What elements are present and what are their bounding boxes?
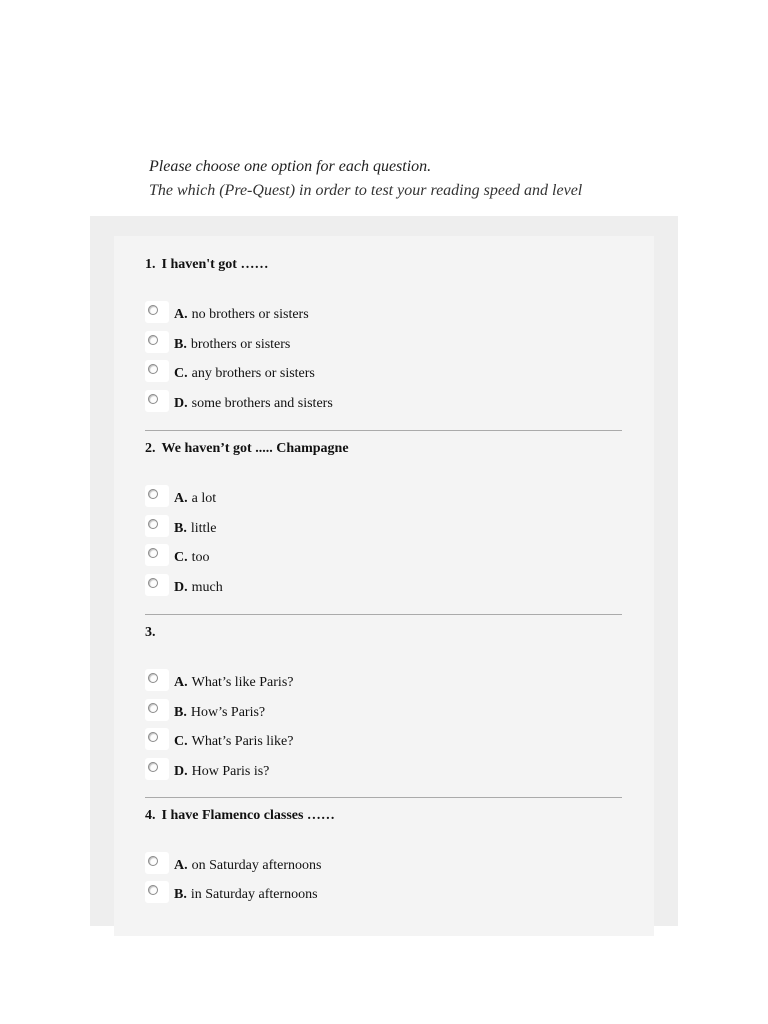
option-label: no brothers or sisters (191, 307, 309, 322)
question-divider (145, 430, 622, 431)
option-2b[interactable] (145, 515, 605, 537)
option-label: What’s Paris like? (191, 734, 294, 749)
quiz-form (114, 236, 654, 936)
radio-button[interactable] (145, 852, 169, 874)
option-letter: C. (174, 550, 188, 565)
radio-button[interactable] (145, 669, 169, 691)
question-number: 1. (145, 257, 156, 272)
option-label: How’s Paris? (190, 705, 266, 720)
option-letter: B. (174, 887, 187, 902)
option-2d[interactable] (145, 574, 605, 596)
option-2c[interactable] (145, 544, 605, 566)
question-1 (145, 256, 622, 411)
question-divider (145, 797, 622, 798)
option-label: a lot (191, 491, 217, 506)
option-2a[interactable] (145, 485, 605, 507)
radio-button[interactable] (145, 728, 169, 750)
radio-button[interactable] (145, 485, 169, 507)
question-title (145, 807, 622, 825)
instruction-text: Please choose one option for each question. (149, 158, 432, 175)
question-2 (145, 440, 622, 595)
radio-button[interactable] (145, 331, 169, 353)
option-1b[interactable] (145, 331, 605, 353)
radio-button[interactable] (145, 881, 169, 903)
option-1d[interactable] (145, 390, 605, 412)
option-label: in Saturday afternoons (190, 887, 318, 902)
radio-button[interactable] (145, 390, 169, 412)
option-1c[interactable] (145, 360, 605, 382)
option-letter: B. (174, 337, 187, 352)
option-label: on Saturday afternoons (191, 858, 322, 873)
radio-button[interactable] (145, 544, 169, 566)
option-label: little (190, 521, 217, 536)
question-title (145, 624, 622, 642)
option-4b[interactable] (145, 881, 605, 903)
option-letter: B. (174, 705, 187, 720)
option-4a[interactable] (145, 852, 605, 874)
option-label: brothers or sisters (190, 337, 291, 352)
radio-button[interactable] (145, 758, 169, 780)
option-label: much (191, 580, 223, 595)
question-number: 3. (145, 625, 156, 640)
option-letter: B. (174, 521, 187, 536)
question-4 (145, 807, 622, 902)
option-letter: C. (174, 734, 188, 749)
question-number: 4. (145, 808, 156, 823)
option-letter: D. (174, 396, 188, 411)
option-3a[interactable] (145, 669, 605, 691)
instruction-text-cut: The which (Pre-Quest) in order to test your reading speed and level (149, 182, 583, 199)
option-letter: A. (174, 858, 188, 873)
question-title (145, 440, 622, 458)
option-letter: A. (174, 675, 188, 690)
option-label: too (191, 550, 210, 565)
radio-button[interactable] (145, 699, 169, 721)
question-text: I haven't got …… (161, 257, 269, 272)
question-text: We haven’t got ..... Champagne (161, 441, 349, 456)
question-3 (145, 624, 622, 779)
option-letter: D. (174, 580, 188, 595)
question-text: I have Flamenco classes …… (161, 808, 335, 823)
option-letter: D. (174, 764, 188, 779)
option-letter: A. (174, 491, 188, 506)
option-label: any brothers or sisters (191, 366, 315, 381)
option-letter: C. (174, 366, 188, 381)
instruction-block (149, 155, 629, 199)
option-label: What’s like Paris? (191, 675, 294, 690)
option-letter: A. (174, 307, 188, 322)
question-title (145, 256, 622, 274)
radio-button[interactable] (145, 360, 169, 382)
quiz-panel (90, 216, 678, 926)
question-number: 2. (145, 441, 156, 456)
option-label: How Paris is? (191, 764, 270, 779)
option-1a[interactable] (145, 301, 605, 323)
option-3d[interactable] (145, 758, 605, 780)
radio-button[interactable] (145, 574, 169, 596)
radio-button[interactable] (145, 301, 169, 323)
question-divider (145, 614, 622, 615)
option-label: some brothers and sisters (191, 396, 333, 411)
option-3c[interactable] (145, 728, 605, 750)
radio-button[interactable] (145, 515, 169, 537)
option-3b[interactable] (145, 699, 605, 721)
